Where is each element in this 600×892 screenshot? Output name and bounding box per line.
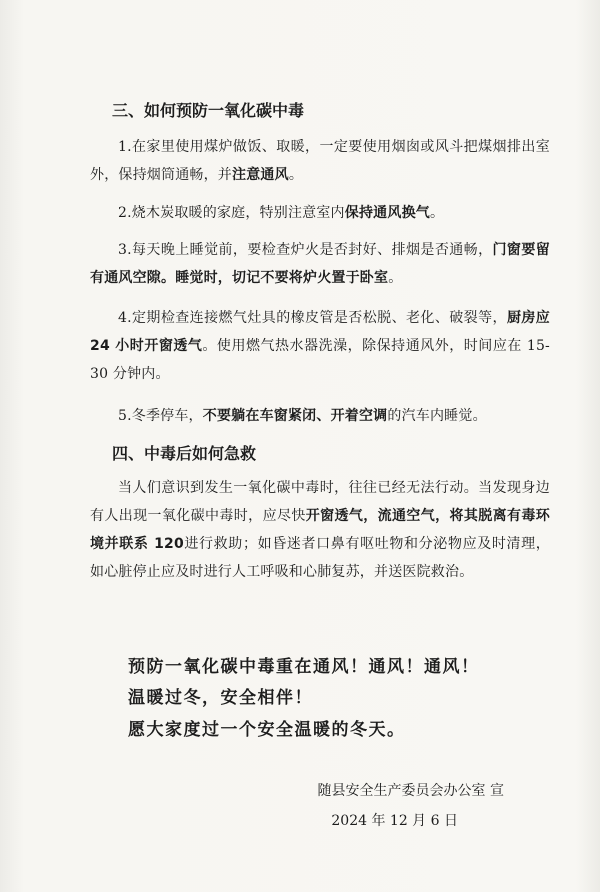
body-text: 的汽车内睡觉。: [387, 408, 487, 424]
prevention-item-1: [90, 133, 550, 189]
emphasis-text: 厨房应 24 小时开窗透气: [90, 310, 550, 354]
body-text: 。: [429, 205, 445, 221]
emphasis-text: 注意通风: [232, 167, 289, 183]
section-4-title: 四、中毒后如何急救: [112, 444, 257, 463]
prevention-item-5: [90, 402, 550, 430]
body-text: 。: [388, 270, 403, 286]
issue-date: 2024 年 12 月 6 日: [331, 813, 458, 829]
body-text: 当人们意识到发生一氧化碳中毒时，往往已经无法行动。当发现身边有人出现一氧化碳中毒时，应尽快: [90, 480, 550, 524]
body-text: 2.烧木炭取暖的家庭，特别注意室内: [118, 205, 345, 221]
prevention-item-4: [90, 304, 550, 388]
body-text: 。使用燃气热水器洗澡，除保持通风外，时间应在 15-30 分钟内。: [90, 338, 550, 382]
body-text: 3.每天晚上睡觉前，要检查炉火是否封好、排烟是否通畅，: [118, 242, 493, 258]
body-text: 4.定期检查连接燃气灶具的橡皮管是否松脱、老化、破裂等，: [118, 310, 507, 326]
body-text: 。: [288, 167, 304, 183]
first-aid-paragraph: [90, 474, 550, 586]
slogan-line-3: 愿大家度过一个安全温暖的冬天。: [128, 720, 406, 740]
body-text: 5.冬季停车，: [118, 408, 203, 424]
emphasis-text: 保持通风换气: [344, 205, 430, 221]
body-text: 进行救助；如昏迷者口鼻有呕吐物和分泌物应及时清理，如心脏停止应及时进行人工呼吸和心肺复苏，并送医院救治。: [90, 536, 551, 580]
prevention-item-2: [90, 199, 550, 227]
prevention-item-3: [90, 236, 550, 292]
body-text: 1.在家里使用煤炉做饭、取暖，一定要使用烟囱或风斗把煤烟排出室外，保持烟筒通畅，并: [90, 139, 550, 183]
section-3-title: 三、如何预防一氧化碳中毒: [112, 101, 305, 120]
slogan-line-2: 温暖过冬，安全相伴！: [128, 688, 313, 708]
emphasis-text: 门窗要留有通风空隙。睡觉时，切记不要将炉火置于卧室: [90, 242, 550, 286]
issuing-organization: 随县安全生产委员会办公室 宣: [317, 783, 504, 799]
emphasis-text: 不要躺在车窗紧闭、开着空调: [202, 408, 388, 424]
slogan-line-1: 预防一氧化碳中毒重在通风！通风！通风！: [128, 657, 480, 677]
emphasis-text: 开窗透气，流通空气，将其脱离有毒环境并联系 120: [90, 508, 551, 552]
